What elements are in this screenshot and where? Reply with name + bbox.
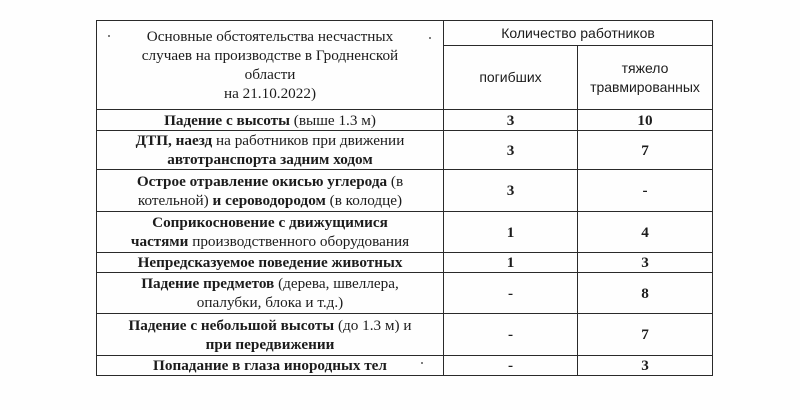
header-title-line: Основные обстоятельства несчастных — [146, 28, 394, 45]
killed-count: - — [444, 356, 578, 376]
cause-cell — [97, 170, 444, 212]
header-injured-line: тяжело — [621, 59, 669, 76]
cause-text: Падение с высоты — [164, 111, 290, 129]
cause-text: Соприкосновение с движущимися — [152, 214, 388, 231]
cause-text: при передвижении — [205, 335, 335, 353]
cause-cell — [97, 273, 444, 314]
cause-text: (дерева, швеллера, — [274, 275, 399, 292]
injured-count: 7 — [578, 314, 713, 356]
injured-count: 10 — [578, 110, 713, 131]
cause-cell — [97, 212, 444, 253]
header-injured — [578, 46, 713, 110]
killed-count: 3 — [444, 110, 578, 131]
injured-count: 7 — [578, 131, 713, 170]
cause-text: Падение с небольшой высоты — [128, 316, 335, 334]
cause-text: автотранспорта задним ходом — [167, 151, 373, 168]
table-row — [97, 110, 713, 131]
cause-text: Попадание в глаза инородных тел — [153, 357, 387, 374]
table-row — [97, 273, 713, 314]
table-row — [97, 356, 713, 376]
cause-text: (в колодце) — [325, 191, 403, 209]
table-row — [97, 131, 713, 170]
header-killed-label: погибших — [479, 69, 542, 85]
killed-count: 3 — [444, 131, 578, 170]
header-injured-line: травмированных — [590, 78, 700, 95]
cause-text: ДТП, наезд — [135, 132, 213, 149]
killed-count: 3 — [444, 170, 578, 212]
cause-text: (до 1.3 м) и — [334, 316, 412, 334]
killed-count: - — [444, 314, 578, 356]
injured-count: 4 — [578, 212, 713, 253]
header-killed — [444, 46, 578, 110]
table-row — [97, 314, 713, 356]
table-row — [97, 212, 713, 253]
killed-count: - — [444, 273, 578, 314]
header-title-line: области — [244, 66, 296, 83]
table-row — [97, 253, 713, 273]
cause-cell — [97, 314, 444, 356]
header-group-label: Количество работников — [501, 24, 655, 41]
cause-text: котельной) — [137, 191, 213, 209]
injured-count: 3 — [578, 253, 713, 273]
cause-text: производственного оборудования — [188, 233, 410, 250]
cause-cell — [97, 110, 444, 131]
cause-text: (выше 1.3 м) — [290, 111, 376, 129]
header-title-line: на 21.10.2022) — [223, 85, 317, 102]
header-title-line: случаев на производстве в Гродненской — [141, 47, 399, 64]
killed-count: 1 — [444, 253, 578, 273]
header-workers-count — [444, 21, 713, 46]
killed-count: 1 — [444, 212, 578, 253]
injured-count: 3 — [578, 356, 713, 376]
accident-statistics-table — [96, 20, 713, 376]
cause-text: Непредсказуемое поведение животных — [137, 254, 403, 271]
header-circumstances — [97, 21, 444, 110]
injured-count: - — [578, 170, 713, 212]
cause-text: Падение предметов — [141, 275, 275, 292]
table-row — [97, 170, 713, 212]
cause-cell — [97, 356, 444, 376]
cause-text: на работников при движении — [212, 132, 405, 149]
cause-cell — [97, 253, 444, 273]
cause-cell — [97, 131, 444, 170]
cause-text: Острое отравление окисью углерода — [136, 172, 388, 190]
injured-count: 8 — [578, 273, 713, 314]
cause-text: опалубки, блока и т.д.) — [196, 294, 344, 311]
cause-text: частями — [130, 233, 189, 250]
cause-text: (в — [387, 172, 404, 190]
cause-text: и сероводородом — [212, 191, 326, 209]
